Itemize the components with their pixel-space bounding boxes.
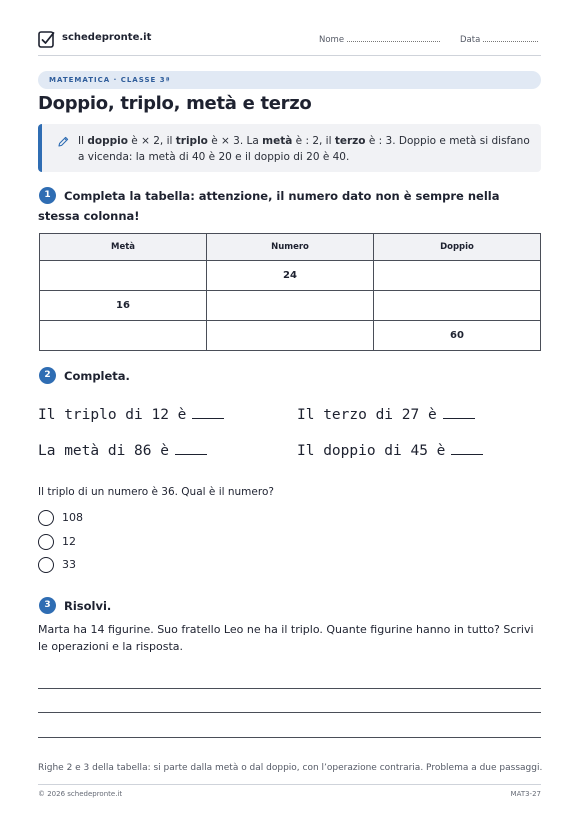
- fill-item: Il doppio di 45 è: [297, 443, 483, 459]
- section-3-title: Risolvi.: [64, 599, 112, 613]
- footer-copyright: © 2026 schedepronte.it: [38, 790, 123, 798]
- date-label: Data: [460, 35, 481, 45]
- radio-circle-icon[interactable]: [38, 534, 54, 550]
- keyword-triplo: triplo: [175, 135, 208, 147]
- keyword-doppio: doppio: [87, 135, 128, 147]
- section-1-number: 1: [39, 187, 56, 204]
- column-header-doppio: Doppio: [374, 234, 541, 261]
- table-cell[interactable]: [207, 291, 374, 321]
- table-cell: 60: [374, 321, 541, 351]
- table-row: [40, 321, 541, 351]
- page-header: [38, 30, 541, 56]
- checkbox-logo-icon: [38, 30, 55, 49]
- name-field[interactable]: [319, 35, 440, 45]
- option-label: 12: [62, 535, 76, 548]
- radio-circle-icon[interactable]: [38, 557, 54, 573]
- fill-item: La metà di 86 è: [38, 443, 207, 459]
- answer-blank[interactable]: [451, 443, 483, 455]
- table-cell[interactable]: [374, 261, 541, 291]
- table-cell[interactable]: [40, 321, 207, 351]
- halves-doubles-table: [39, 233, 541, 351]
- keyword-meta: metà: [262, 135, 293, 147]
- teacher-note: Righe 2 e 3 della tabella: si parte dalla metà o dal doppio, con l’operazione contraria. Problema a due passaggi.: [38, 763, 543, 773]
- footer-divider: [38, 784, 541, 785]
- multiple-choice-question: Il triplo di un numero è 36. Qual è il numero?: [38, 486, 274, 498]
- footer-code: MAT3-27: [510, 790, 541, 798]
- rule-callout: [38, 124, 541, 172]
- page-title: Doppio, triplo, metà e terzo: [38, 93, 312, 114]
- section-2-title: Completa.: [64, 369, 130, 383]
- date-line[interactable]: [483, 41, 538, 42]
- table-row: [40, 291, 541, 321]
- name-label: Nome: [319, 35, 345, 45]
- table-cell: 16: [40, 291, 207, 321]
- option-label: 108: [62, 511, 83, 524]
- pencil-icon: [57, 136, 69, 148]
- site-logo-text[interactable]: schedepronte.it: [62, 32, 152, 43]
- section-3-number: 3: [39, 597, 56, 614]
- date-field[interactable]: [460, 35, 538, 45]
- radio-circle-icon[interactable]: [38, 510, 54, 526]
- answer-blank[interactable]: [192, 407, 224, 419]
- name-line[interactable]: [347, 41, 440, 42]
- answer-line[interactable]: [38, 712, 541, 713]
- fill-item: Il terzo di 27 è: [297, 407, 475, 423]
- column-header-meta: Metà: [40, 234, 207, 261]
- option-label: 33: [62, 558, 76, 571]
- table-cell: 24: [207, 261, 374, 291]
- section-2-number: 2: [39, 367, 56, 384]
- keyword-terzo: terzo: [334, 135, 366, 147]
- column-header-numero: Numero: [207, 234, 374, 261]
- answer-blank[interactable]: [175, 443, 207, 455]
- answer-line[interactable]: [38, 737, 541, 738]
- answer-line[interactable]: [38, 688, 541, 689]
- table-cell[interactable]: [374, 291, 541, 321]
- word-problem: Marta ha 14 figurine. Suo fratello Leo ne ha il triplo. Quante figurine hanno in tutto? Scrivi le operazioni e la risposta.: [38, 623, 534, 653]
- subject-tag: MATEMATICA · CLASSE 3ª: [38, 71, 541, 89]
- table-cell[interactable]: [40, 261, 207, 291]
- callout-text: Il doppio è × 2, il triplo è × 3. La metà è : 2, il terzo è : 3. Doppio e metà si disfano a vicenda: la metà di 40 è 20 e il doppio di 20 è 40.: [78, 135, 530, 163]
- table-cell[interactable]: [207, 321, 374, 351]
- answer-blank[interactable]: [443, 407, 475, 419]
- table-row: [40, 261, 541, 291]
- section-1-title: Completa la tabella: attenzione, il numero dato non è sempre nella stessa colonna!: [38, 189, 500, 223]
- fill-item: Il triplo di 12 è: [38, 407, 224, 423]
- table-header-row: [40, 234, 541, 261]
